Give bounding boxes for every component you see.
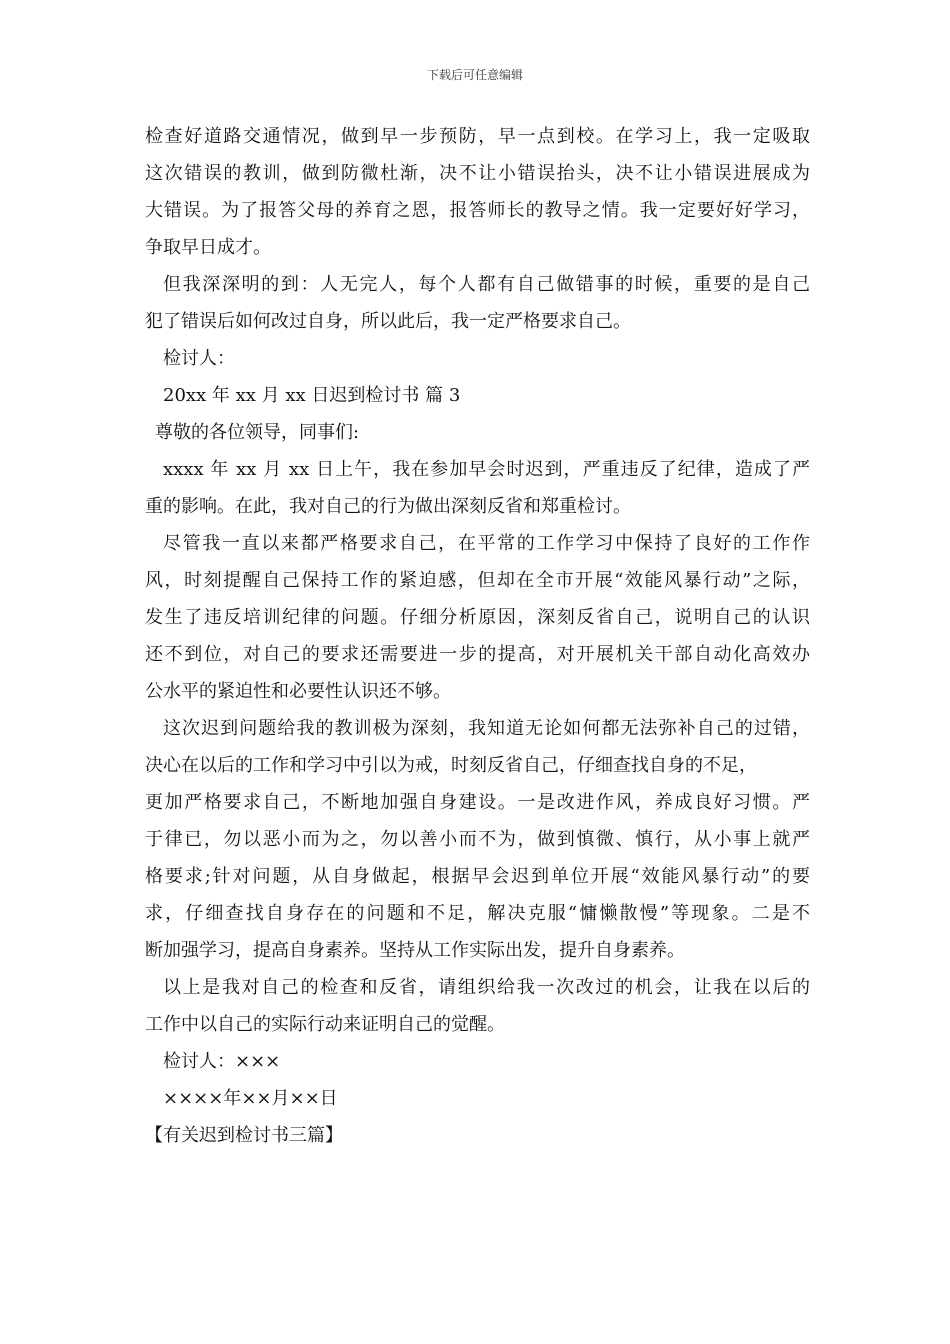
text-line: 公水平的紧迫性和必要性认识还不够。 bbox=[145, 681, 451, 702]
text-line: 断加强学习，提高自身素养。坚持从工作实际出发，提升自身素养。 bbox=[145, 940, 685, 961]
text-line: 这次错误的教训，做到防微杜渐，决不让小错误抬头，决不让小错误进展成为 bbox=[145, 163, 810, 184]
text-line: 但我深深明的到：人无完人，每个人都有自己做错事的时候，重要的是自己 bbox=[163, 274, 810, 295]
text-line: 于律已，勿以恶小而为之，勿以善小而不为，做到慎微、慎行，从小事上就严 bbox=[145, 829, 810, 850]
text-line: 争取早日成才。 bbox=[145, 237, 271, 258]
salutation: 尊敬的各位领导，同事们: bbox=[155, 422, 360, 443]
text-line: 还不到位，对自己的要求还需要进一步的提高，对开展机关干部自动化高效办 bbox=[145, 644, 810, 665]
text-line: 工作中以自己的实际行动来证明自己的觉醒。 bbox=[145, 1014, 505, 1035]
text-line: 更加严格要求自己，不断地加强自身建设。一是改进作风，养成良好习惯。严 bbox=[145, 792, 810, 813]
text-line: 犯了错误后如何改过自身，所以此后，我一定严格要求自己。 bbox=[145, 311, 631, 332]
text-line: 大错误。为了报答父母的养育之恩，报答师长的教导之情。我一定要好好学习， bbox=[145, 200, 810, 221]
text-line: 以上是我对自己的检查和反省，请组织给我一次改过的机会，让我在以后的 bbox=[163, 977, 810, 998]
text-line: 风，时刻提醒自己保持工作的紧迫感，但却在全市开展“效能风暴行动”之际， bbox=[145, 570, 810, 591]
signature-label: 检讨人： bbox=[163, 348, 235, 369]
document-body bbox=[145, 118, 810, 1154]
text-line: 格要求;针对问题，从自身做起，根据早会迟到单位开展“效能风暴行动”的要 bbox=[145, 866, 810, 887]
text-line: 发生了违反培训纪律的问题。仔细分析原因，深刻反省自己，说明自己的认识 bbox=[145, 607, 810, 628]
text-line: 这次迟到问题给我的教训极为深刻，我知道无论如何都无法弥补自己的过错， bbox=[163, 718, 810, 739]
date-line: ××××年××月××日 bbox=[163, 1088, 338, 1109]
signature-line: 检讨人：××× bbox=[163, 1051, 281, 1072]
text-line: 尽管我一直以来都严格要求自己，在平常的工作学习中保持了良好的工作作 bbox=[163, 533, 810, 554]
text-line: 重的影响。在此，我对自己的行为做出深刻反省和郑重检讨。 bbox=[145, 496, 631, 517]
section-title: 20xx 年 xx 月 xx 日迟到检讨书 篇 3 bbox=[163, 385, 461, 406]
text-line: 求，仔细查找自身存在的问题和不足，解决克服“慵懒散慢”等现象。二是不 bbox=[145, 903, 810, 924]
footer-title: 【有关迟到检讨书三篇】 bbox=[145, 1125, 343, 1146]
text-line: 检查好道路交通情况，做到早一步预防，早一点到校。在学习上，我一定吸取 bbox=[145, 126, 810, 147]
text-line: 决心在以后的工作和学习中引以为戒，时刻反省自己，仔细查找自身的不足， bbox=[145, 755, 757, 776]
text-line: xxxx 年 xx 月 xx 日上午，我在参加早会时迟到，严重违反了纪律，造成了严 bbox=[163, 459, 810, 480]
page-header: 下载后可任意编辑 bbox=[426, 68, 523, 82]
